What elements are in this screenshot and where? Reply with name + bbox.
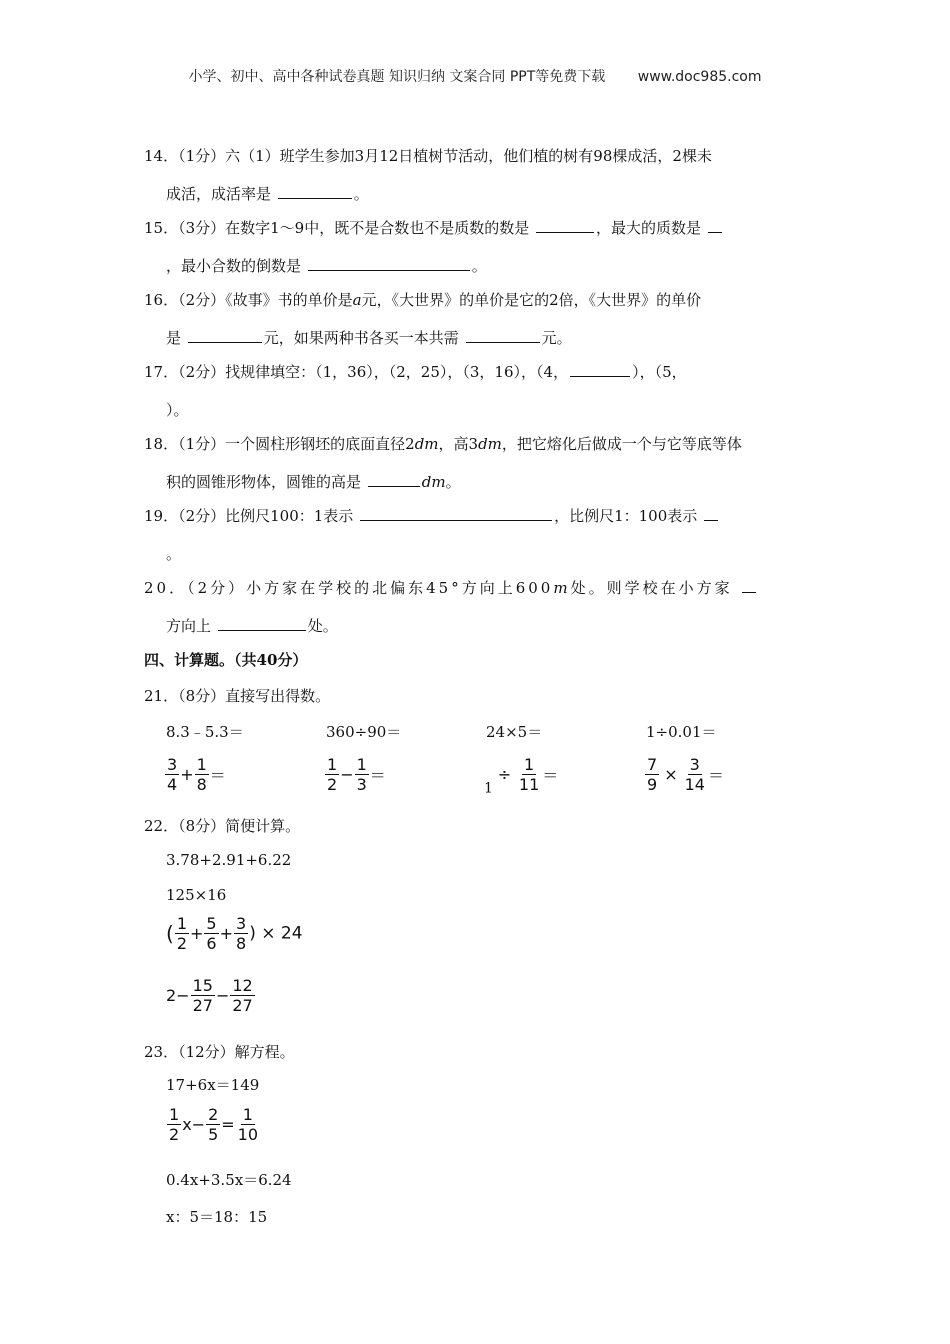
q15-line2: ，最小合数的倒数是 。 (166, 257, 487, 275)
q22-expr-3: ( $\frac{1}{2}$ + $\frac{5}{6}$ + $\frac{3}{8}$ ) × 24 (166, 914, 303, 953)
q20-line2: 方向上 处。 (166, 617, 338, 635)
fraction: $\frac{1}{8}$ (196, 755, 207, 794)
fraction: $\frac{3}{14}$ (684, 755, 705, 794)
q22-expr-4: 2− $\frac{15}{27}$ − $\frac{12}{27}$ (166, 976, 253, 1015)
q16-blank-2[interactable] (466, 328, 540, 343)
q14-line2: 成活，成活率是 。 (166, 185, 369, 203)
q16-line1: 16．（2分）《故事》书的单价是a元，《大世界》的单价是它的2倍，《大世界》的单价 (144, 291, 702, 309)
fraction: $\frac{3}{4}$ (167, 755, 178, 794)
q21-frac-expr-3: 1 ÷ $\frac{1}{11}$ ＝ (484, 755, 559, 797)
fraction: $\frac{2}{5}$ (208, 1105, 219, 1144)
fraction: $\frac{1}{10}$ (237, 1105, 259, 1144)
q19-line2: 。 (166, 545, 182, 563)
page-header (0, 66, 950, 86)
section4-title: 四、计算题。（共40分） (144, 651, 308, 669)
fraction: $\frac{1}{2}$ (169, 1105, 180, 1144)
fraction: $\frac{15}{27}$ (192, 976, 213, 1015)
q18-blank[interactable] (368, 472, 420, 487)
q20-blank-2[interactable] (218, 616, 306, 631)
fraction: $\frac{3}{8}$ (236, 914, 247, 953)
q17-blank[interactable] (570, 362, 630, 377)
fraction: $\frac{7}{9}$ (647, 755, 658, 794)
header-site: www.doc985.com (637, 69, 762, 85)
fraction: $\frac{1}{11}$ (518, 755, 540, 794)
q18-line2: 积的圆锥形物体，圆锥的高是 dm。 (166, 473, 461, 491)
q18-line1: 18．（1分）一个圆柱形钢坯的底面直径2dm，高3dm，把它熔化后做成一个与它等底等体 (144, 435, 742, 453)
q21-frac-expr-2: $\frac{1}{2}$ − $\frac{1}{3}$ ＝ (327, 755, 386, 794)
q17-line2: ）。 (166, 401, 189, 419)
fraction: $\frac{1}{3}$ (356, 755, 367, 794)
fraction: $\frac{5}{6}$ (206, 914, 217, 953)
q15-line1: 15．（3分）在数字1～9中，既不是合数也不是质数的数是 ，最大的质数是 (144, 218, 724, 238)
q19-line1: 19．（2分）比例尺100：1表示 ，比例尺1：100表示 (144, 506, 720, 526)
q20-line1: 20．（2分）小方家在学校的北偏东45°方向上600m处。则学校在小方家 (144, 578, 758, 598)
q21-title: 21．（8分）直接写出得数。 (144, 687, 331, 705)
header-text: 小学、初中、高中各种试卷真题 知识归纳 文案合同 PPT等免费下载 (188, 69, 606, 85)
q15-blank-2[interactable] (708, 218, 722, 233)
q20-blank-1[interactable] (742, 578, 756, 593)
q21-expr-4: 1÷0.01＝ (646, 723, 717, 741)
q23-expr-4: x：5＝18：15 (166, 1208, 268, 1226)
q14-line1: 14．（1分）六（1）班学生参加3月12日植树节活动，他们植的树有98棵成活，2棵未 (144, 147, 712, 165)
q15-blank-1[interactable] (536, 218, 594, 233)
q22-title: 22．（8分）简便计算。 (144, 817, 301, 835)
q23-title: 23．（12分）解方程。 (144, 1043, 295, 1061)
q19-blank-2[interactable] (704, 506, 718, 521)
q21-frac-expr-4: $\frac{7}{9}$ × $\frac{3}{14}$ ＝ (647, 755, 724, 794)
q21-expr-1: 8.3﹣5.3＝ (166, 723, 244, 741)
q21-expr-2: 360÷90＝ (326, 723, 402, 741)
q16-blank-1[interactable] (188, 328, 262, 343)
fraction: $\frac{1}{2}$ (176, 914, 187, 953)
q16-line2: 是 元，如果两种书各买一本共需 元。 (166, 329, 572, 347)
q17-line1: 17．（2分）找规律填空：（1，36），（2，25），（3，16），（4， ），（5， (144, 363, 687, 381)
q23-expr-3: 0.4x+3.5x＝6.24 (166, 1171, 292, 1189)
q22-expr-1: 3.78+2.91+6.22 (166, 851, 292, 869)
q15-blank-3[interactable] (308, 256, 470, 271)
q21-frac-expr-1: $\frac{3}{4}$ + $\frac{1}{8}$ ＝ (167, 755, 226, 794)
fraction: $\frac{12}{27}$ (232, 976, 253, 1015)
q22-expr-2: 125×16 (166, 886, 227, 904)
q23-expr-2: $\frac{1}{2}$ x− $\frac{2}{5}$ = $\frac{1}{10}$ (169, 1105, 259, 1144)
fraction: $\frac{1}{2}$ (327, 755, 338, 794)
q23-expr-1: 17+6x＝149 (166, 1076, 260, 1094)
q19-blank-1[interactable] (360, 506, 552, 521)
q21-expr-3: 24×5＝ (486, 723, 543, 741)
q14-answer-blank[interactable] (278, 184, 352, 199)
